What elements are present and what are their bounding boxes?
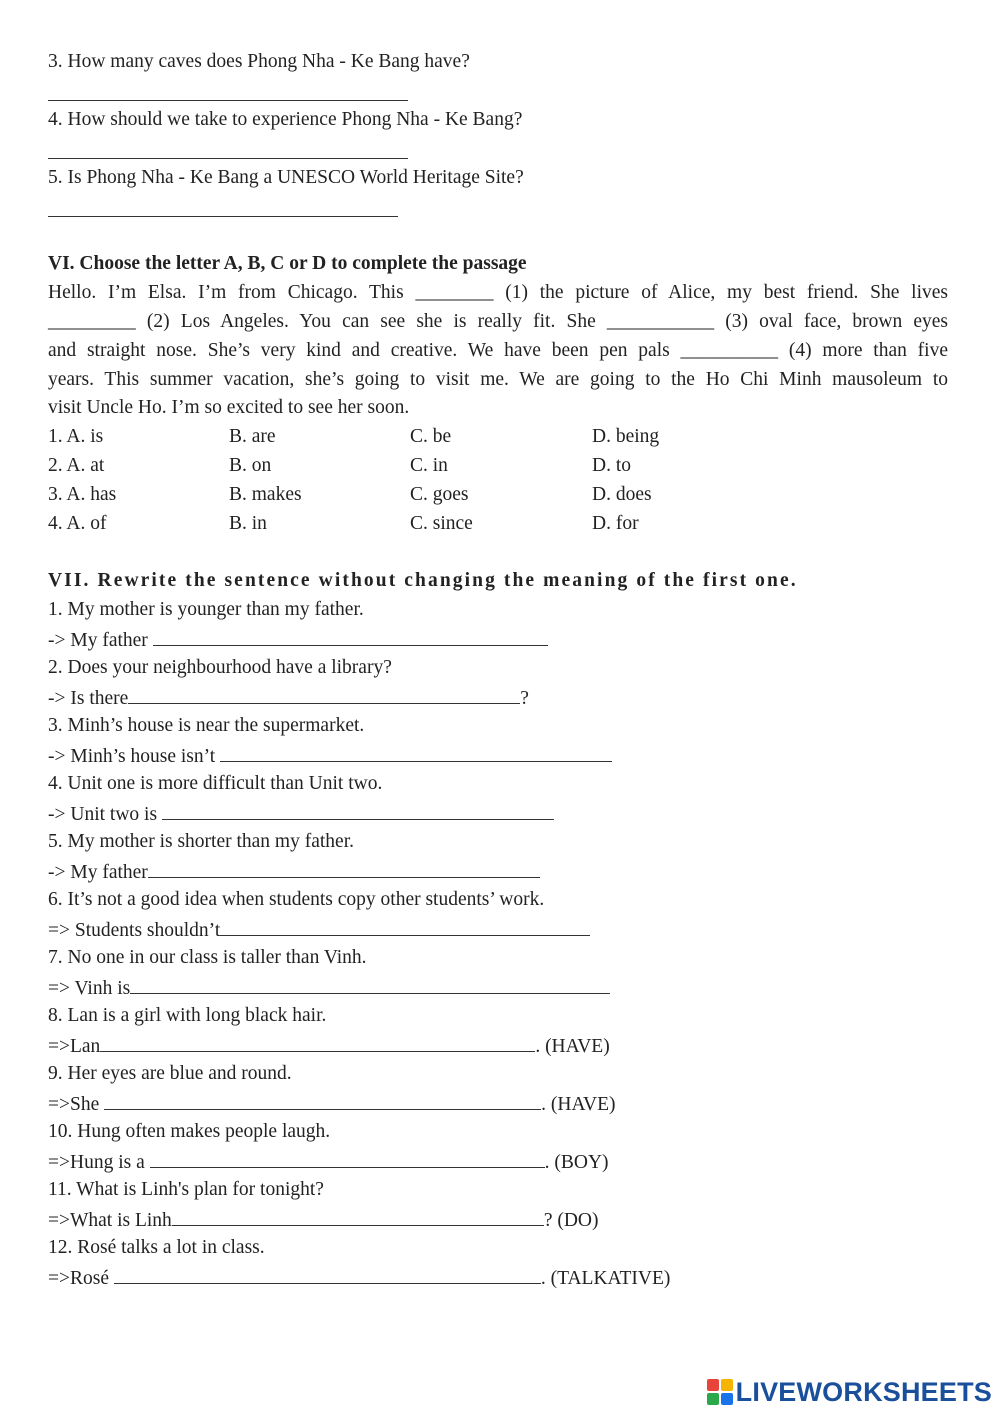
option-1-b[interactable]: B. are xyxy=(229,426,276,447)
passage-line: and straight nose. She’s very kind and creative. We have been pen pals __________ (4) more than five xyxy=(48,340,948,361)
rewrite-answer-1 xyxy=(48,627,548,653)
passage-line: visit Uncle Ho. I’m so excited to see her soon. xyxy=(48,397,410,418)
answer-prefix: =>Rosé xyxy=(48,1268,114,1289)
rewrite-answer-5 xyxy=(48,859,540,885)
option-1-d[interactable]: D. being xyxy=(592,426,660,447)
answer-blank[interactable] xyxy=(220,917,590,936)
answer-blank[interactable] xyxy=(130,975,610,994)
question-5: 5. Is Phong Nha - Ke Bang a UNESCO World Heritage Site? xyxy=(48,167,524,188)
answer-prefix: -> Unit two is xyxy=(48,804,162,825)
logo-mark-icon xyxy=(707,1379,733,1405)
rewrite-question-12: 12. Rosé talks a lot in class. xyxy=(48,1237,265,1258)
answer-prefix: -> Minh’s house isn’t xyxy=(48,746,221,767)
answer-blank[interactable] xyxy=(128,685,520,704)
option-2-c[interactable]: C. in xyxy=(410,455,448,476)
answer-suffix: . (HAVE) xyxy=(541,1094,616,1115)
answer-blank[interactable] xyxy=(114,1265,541,1284)
answer-prefix: -> My father xyxy=(48,630,153,651)
option-2-b[interactable]: B. on xyxy=(229,455,272,476)
rewrite-question-9: 9. Her eyes are blue and round. xyxy=(48,1063,292,1084)
section-vii-title: VII. Rewrite the sentence without changing the meaning of the first one. xyxy=(48,570,798,591)
rewrite-question-11: 11. What is Linh's plan for tonight? xyxy=(48,1179,324,1200)
rewrite-answer-9 xyxy=(48,1091,616,1117)
rewrite-question-5: 5. My mother is shorter than my father. xyxy=(48,831,354,852)
answer-prefix: =>What is Linh xyxy=(48,1210,172,1231)
rewrite-answer-2 xyxy=(48,685,529,711)
answer-line-5[interactable] xyxy=(48,216,398,217)
rewrite-question-3: 3. Minh’s house is near the supermarket. xyxy=(48,715,365,736)
rewrite-answer-4 xyxy=(48,801,554,827)
answer-suffix: . (TALKATIVE) xyxy=(540,1268,671,1289)
rewrite-question-6: 6. It’s not a good idea when students copy other students’ work. xyxy=(48,889,545,910)
answer-blank[interactable] xyxy=(100,1033,535,1052)
rewrite-answer-11 xyxy=(48,1207,599,1233)
option-3-c[interactable]: C. goes xyxy=(410,484,469,505)
rewrite-answer-3 xyxy=(48,743,612,769)
answer-suffix: ? xyxy=(520,688,529,709)
answer-line-4[interactable] xyxy=(48,158,408,159)
section-vi-title: VI. Choose the letter A, B, C or D to complete the passage xyxy=(48,253,527,274)
answer-blank[interactable] xyxy=(172,1207,544,1226)
option-4-c[interactable]: C. since xyxy=(410,513,473,534)
answer-prefix: => Students shouldn’t xyxy=(48,920,221,941)
logo-text: LIVEWORKSHEETS xyxy=(735,1376,992,1407)
answer-prefix: =>Hung is a xyxy=(48,1152,150,1173)
rewrite-answer-7 xyxy=(48,975,610,1001)
rewrite-question-10: 10. Hung often makes people laugh. xyxy=(48,1121,331,1142)
answer-prefix: -> My father xyxy=(48,862,148,883)
passage-line: Hello. I’m Elsa. I’m from Chicago. This ________ (1) the picture of Alice, my best friend. She lives xyxy=(48,282,948,303)
rewrite-question-1: 1. My mother is younger than my father. xyxy=(48,599,364,620)
rewrite-answer-12 xyxy=(48,1265,670,1291)
answer-suffix: . (HAVE) xyxy=(535,1036,610,1057)
passage-line: years. This summer vacation, she’s going to visit me. We are going to the Ho Chi Minh mausoleum to xyxy=(48,369,948,390)
answer-prefix: =>She xyxy=(48,1094,105,1115)
answer-suffix: . (BOY) xyxy=(544,1152,609,1173)
logo-square xyxy=(721,1379,733,1391)
logo-square xyxy=(707,1379,719,1391)
rewrite-answer-8 xyxy=(48,1033,610,1059)
answer-prefix: =>Lan xyxy=(48,1036,101,1057)
rewrite-answer-6 xyxy=(48,917,590,943)
option-2-d[interactable]: D. to xyxy=(592,455,631,476)
rewrite-question-7: 7. No one in our class is taller than Vinh. xyxy=(48,947,367,968)
rewrite-answer-10 xyxy=(48,1149,609,1175)
answer-blank[interactable] xyxy=(220,743,612,762)
passage-line: _________ (2) Los Angeles. You can see she is really fit. She ___________ (3) oval face, brown eyes xyxy=(48,311,948,332)
option-1-a[interactable]: 1. A. is xyxy=(48,426,104,447)
option-3-d[interactable]: D. does xyxy=(592,484,652,505)
answer-prefix: -> Is there xyxy=(48,688,129,709)
rewrite-question-2: 2. Does your neighbourhood have a library? xyxy=(48,657,392,678)
answer-suffix: ? (DO) xyxy=(543,1210,599,1231)
question-3: 3. How many caves does Phong Nha - Ke Bang have? xyxy=(48,51,470,72)
answer-blank[interactable] xyxy=(148,859,540,878)
answer-blank[interactable] xyxy=(104,1091,541,1110)
liveworksheets-logo xyxy=(707,1375,992,1409)
logo-square xyxy=(707,1393,719,1405)
answer-line-3[interactable] xyxy=(48,100,408,101)
option-4-a[interactable]: 4. A. of xyxy=(48,513,107,534)
answer-blank[interactable] xyxy=(153,627,548,646)
option-4-b[interactable]: B. in xyxy=(229,513,267,534)
option-1-c[interactable]: C. be xyxy=(410,426,452,447)
answer-prefix: => Vinh is xyxy=(48,978,131,999)
rewrite-question-8: 8. Lan is a girl with long black hair. xyxy=(48,1005,327,1026)
option-3-a[interactable]: 3. A. has xyxy=(48,484,117,505)
answer-blank[interactable] xyxy=(150,1149,545,1168)
answer-blank[interactable] xyxy=(162,801,554,820)
rewrite-question-4: 4. Unit one is more difficult than Unit two. xyxy=(48,773,383,794)
logo-square xyxy=(721,1393,733,1405)
option-2-a[interactable]: 2. A. at xyxy=(48,455,105,476)
option-4-d[interactable]: D. for xyxy=(592,513,639,534)
option-3-b[interactable]: B. makes xyxy=(229,484,302,505)
question-4: 4. How should we take to experience Phong Nha - Ke Bang? xyxy=(48,109,523,130)
